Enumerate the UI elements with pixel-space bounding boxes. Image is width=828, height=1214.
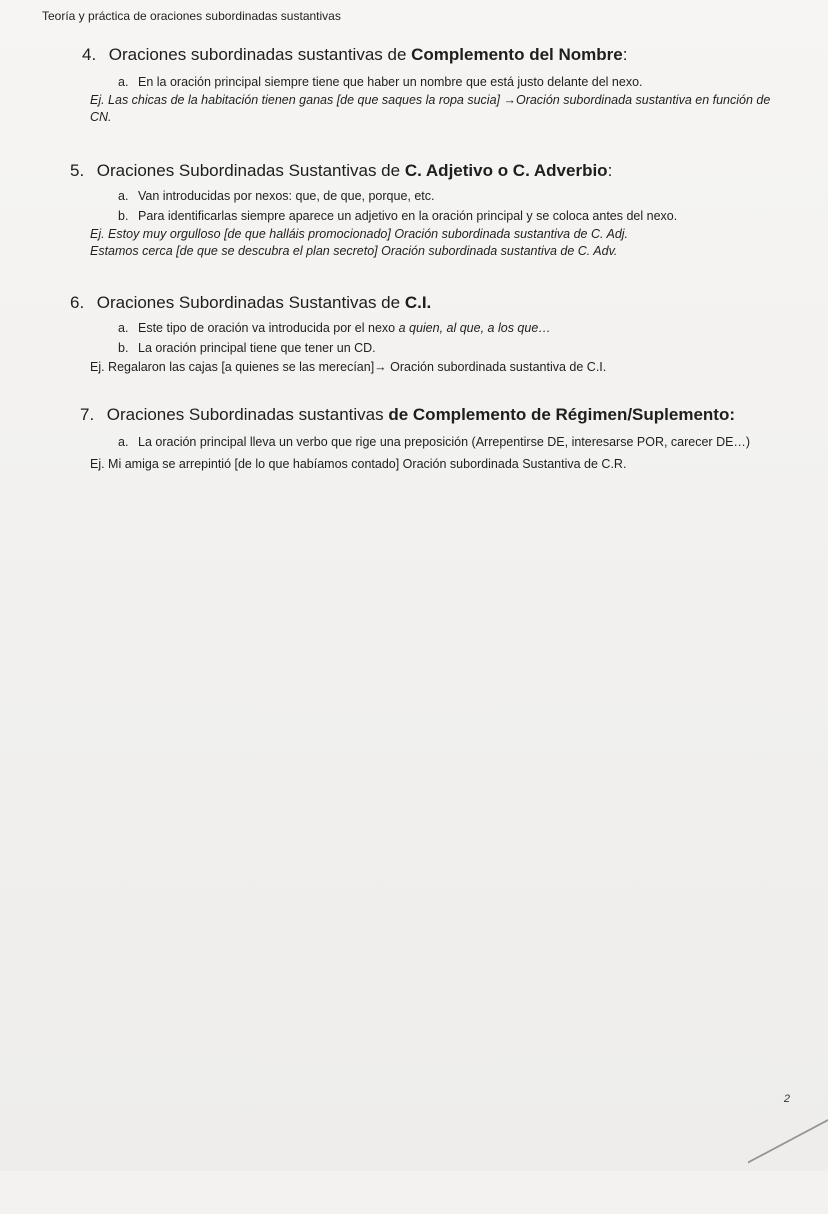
section-number: 4. [82,45,97,64]
section-title [80,404,790,426]
list-item [70,188,790,204]
list-item [70,434,790,450]
item-letter: b. [118,341,129,355]
item-letter: a. [118,435,129,449]
item-text: La oración principal lleva un verbo que rige una preposición (Arrepentirse DE, interesarse POR, carecer DE…) [138,435,751,449]
list-item [70,320,790,336]
section-title-text: Oraciones Subordinadas Sustantivas de [96,293,405,312]
item-letter: a. [118,75,129,89]
item-letter: b. [118,209,129,223]
section-title-text: Oraciones subordinadas sustantivas de [108,45,412,64]
list-item [70,340,790,356]
example-text: Ej. Estoy muy orgulloso [de que halláis promocionado] Oración subordinada sustantiva de C. Adj. [90,227,629,241]
item-letter: a. [118,321,129,335]
section-6 [70,292,790,376]
item-text: Para identificarlas siempre aparece un adjetivo en la oración principal y se coloca antes del nexo. [138,209,678,223]
section-title-end: : [607,161,613,180]
section-title-bold: de Complemento de Régimen/Suplemento: [388,405,735,424]
item-text: Van introducidas por nexos: que, de que, porque, etc. [138,189,435,203]
page-number: 2 [783,1093,790,1105]
section-title-bold: Complemento del Nombre [411,45,623,64]
section-title-text: Oraciones Subordinadas Sustantivas de [96,161,405,180]
item-text: La oración principal tiene que tener un CD. [138,341,376,355]
example-text: Estamos cerca [de que se descubra el plan secreto] Oración subordinada sustantiva de C. Adv. [90,244,618,258]
section-number: 6. [70,293,85,312]
list-item [70,208,790,224]
section-title-bold: C.I. [404,293,432,312]
item-letter: a. [118,189,129,203]
item-text [118,320,790,336]
section-title [82,44,790,66]
page-header: Teoría y práctica de oraciones subordinadas sustantivas [42,9,341,23]
section-4 [70,44,790,126]
section-title-bold: C. Adjetivo o C. Adverbio [404,161,608,180]
section-number: 5. [70,161,85,180]
list-item [70,74,790,90]
section-title-end: : [622,45,628,64]
example-text: Ej. Regalaron las cajas [a quienes se las merecían]→ Oración subordinada sustantiva de C.I. [90,360,607,374]
section-title [70,292,790,314]
section-number: 7. [80,405,95,424]
section-title [70,160,790,182]
example-text: Ej. Mi amiga se arrepintió [de lo que habíamos contado] Oración subordinada Sustantiva de C.R. [90,457,627,471]
item-text: En la oración principal siempre tiene que haber un nombre que está justo delante del nexo. [138,75,643,89]
example-text: Ej. Las chicas de la habitación tienen ganas [de que saques la ropa sucia] →Oración subordinada sustantiva en función de CN. [90,93,771,124]
section-5 [70,160,790,260]
item-text-plain: Este tipo de oración va introducida por el nexo [138,321,399,335]
section-7 [70,404,790,473]
section-title-text: Oraciones Subordinadas sustantivas [106,405,389,424]
page-corner-fold [748,1119,828,1214]
item-text-italic: a quien, al que, a los que… [398,321,551,335]
